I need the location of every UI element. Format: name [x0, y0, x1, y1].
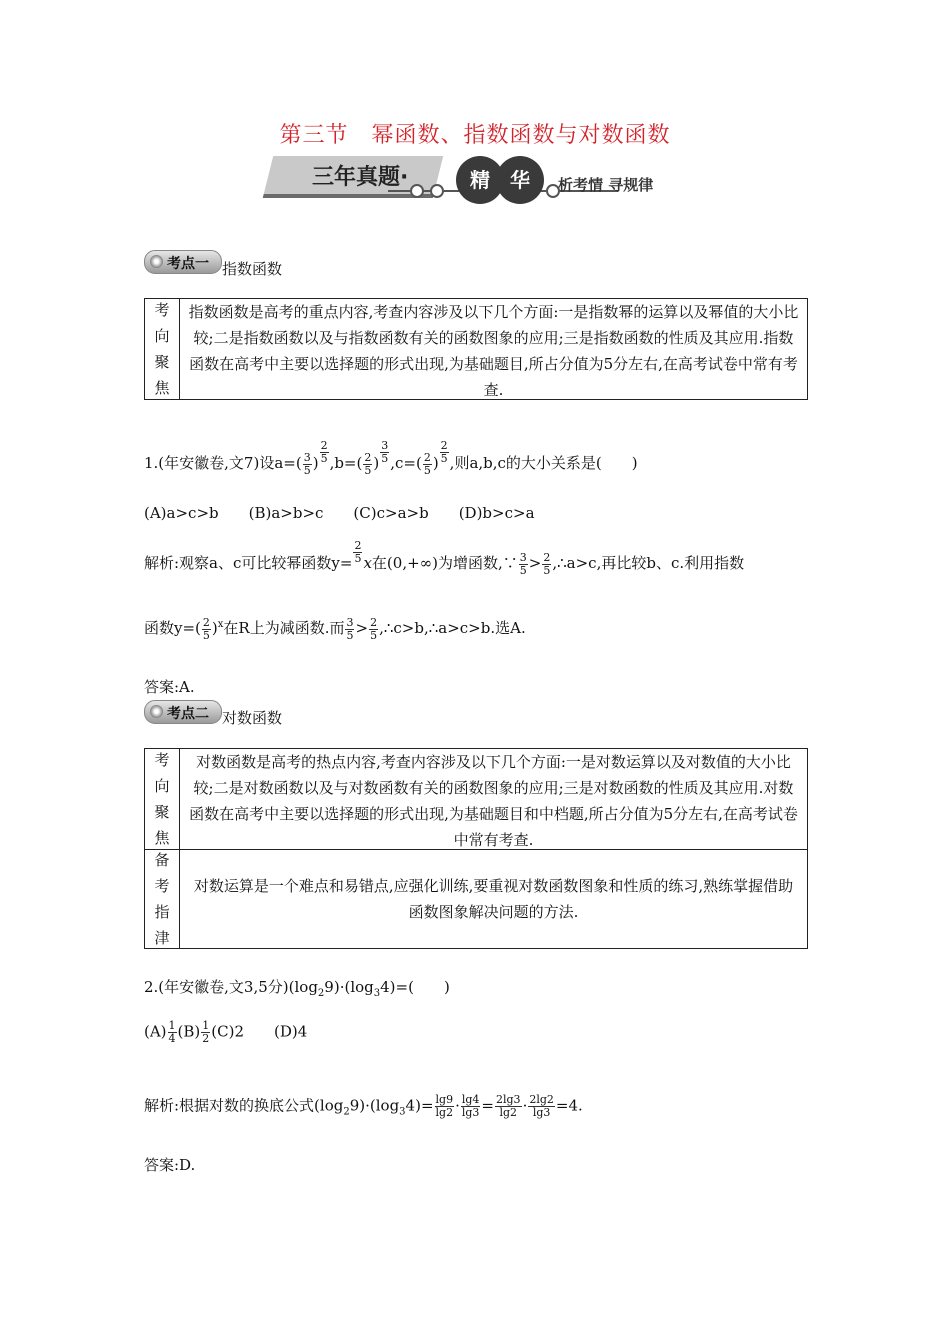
text: >	[528, 554, 542, 572]
box-row	[145, 749, 807, 850]
fraction	[423, 452, 432, 477]
num: 2	[354, 539, 362, 552]
side-char: 焦	[154, 829, 170, 847]
den: 5	[440, 452, 448, 465]
num: 3	[519, 550, 527, 564]
fraction	[201, 1020, 210, 1045]
text: ,∴a>c,再比较b、c.利用指数	[552, 554, 745, 572]
subscript: 2	[343, 1106, 350, 1118]
num: 2	[202, 615, 210, 629]
text: 在R上为减函数.而	[223, 619, 345, 637]
text: 9)·(log	[324, 978, 374, 996]
text: 解析:观察a、c可比较幂函数y=	[144, 554, 353, 572]
text: =4.	[555, 1096, 583, 1115]
badge-dot-icon	[150, 705, 163, 718]
text: ,则a,b,c的大小关系是( )	[449, 454, 638, 472]
kaodian-badge	[144, 250, 222, 274]
num: 1	[202, 1019, 210, 1032]
text: 在(0,+∞)为增函数,∵	[371, 554, 518, 572]
num: 2lg2	[529, 1093, 554, 1106]
den: 5	[381, 452, 389, 465]
fraction	[320, 440, 329, 465]
box-body: 对数函数是高考的热点内容,考查内容涉及以下几个方面:一是对数运算以及对数值的大小比较;二是对数函数以及与对数函数有关的函数图象的应用;三是对数函数的性质及其应用.对数函数在高考中主要以选择题的形式出现,为基础题目和中档题,所占分值为5分左右,在高考试卷中常有考查.	[189, 753, 798, 849]
den: 5	[370, 628, 378, 642]
question-2-answer: 答案:D.	[144, 1156, 196, 1174]
fraction	[542, 552, 551, 577]
fraction	[461, 1094, 481, 1119]
den: 5	[364, 463, 372, 477]
subscript: 2	[317, 988, 325, 999]
side-char: 向	[154, 327, 170, 345]
question-2-analysis	[144, 1094, 583, 1124]
fraction	[168, 1020, 177, 1045]
question-1-analysis-2	[144, 614, 526, 642]
den: 5	[320, 452, 328, 465]
side-char: 备	[154, 851, 170, 869]
text: 2.(年安徽卷,文3,5分)(log	[144, 978, 318, 996]
num: 3	[303, 450, 311, 464]
text: (A)	[144, 1022, 167, 1041]
den: lg2	[499, 1106, 518, 1119]
kaodian-badge	[144, 700, 222, 724]
text: 4)=	[405, 1096, 434, 1115]
side-char: 聚	[154, 803, 170, 821]
num: 3	[381, 439, 389, 452]
question-1-answer: 答案:A.	[144, 678, 195, 696]
text: (C)2 (D)4	[211, 1022, 308, 1041]
text: ,c=(	[390, 454, 422, 472]
subscript: 3	[373, 988, 381, 999]
fraction	[380, 440, 389, 465]
text: )	[312, 454, 319, 472]
num: lg9	[435, 1093, 454, 1106]
box-body	[180, 850, 807, 948]
den: 5	[354, 552, 362, 565]
num: 3	[346, 615, 354, 629]
text: )	[373, 454, 380, 472]
text: >	[355, 619, 369, 637]
fraction	[202, 617, 211, 642]
den: 5	[202, 628, 210, 642]
text: 函数y=(	[144, 619, 201, 637]
var: x	[363, 554, 372, 572]
box-side-label	[145, 749, 180, 849]
num: 2	[370, 615, 378, 629]
num: lg4	[461, 1093, 480, 1106]
num: 2	[320, 439, 328, 452]
side-char: 考	[154, 301, 170, 319]
question-1-analysis-1	[144, 540, 744, 577]
question-2-stem	[144, 976, 450, 1005]
banner-circle: 华	[496, 156, 544, 204]
box-body: 指数函数是高考的重点内容,考查内容涉及以下几个方面:一是指数幂的运算以及幂值的大小比较;二是指数函数以及与指数函数有关的函数图象的应用;三是指数函数的性质及其应用.指数函数在高考中主要以选择题的形式出现,为基础题目,所占分值为5分左右,在高考试卷中常有考查.	[188, 303, 799, 399]
badge-text: 考点二	[167, 706, 209, 722]
fraction	[435, 1094, 455, 1119]
side-char: 焦	[154, 379, 170, 397]
text: 解析:根据对数的换底公式(log	[144, 1096, 344, 1115]
banner-dot	[430, 184, 444, 198]
side-char: 津	[154, 929, 170, 947]
den: 5	[303, 463, 311, 477]
banner-circle: 精	[456, 156, 504, 204]
text: (B)	[177, 1022, 201, 1041]
question-2-options	[144, 1020, 307, 1045]
box-side-label	[145, 850, 180, 948]
kaodian-label: 对数函数	[222, 709, 283, 727]
den: 5	[423, 463, 431, 477]
section-banner	[268, 152, 688, 206]
focus-box	[144, 748, 808, 949]
text: ,b=(	[329, 454, 363, 472]
question-1-options: (A)a>c>b (B)a>b>c (C)c>a>b (D)b>c>a	[144, 504, 535, 522]
side-char: 向	[154, 777, 170, 795]
text: =	[481, 1096, 494, 1115]
den: 5	[346, 628, 354, 642]
box-row	[145, 850, 807, 948]
banner-dot	[410, 184, 424, 198]
den: 4	[168, 1032, 176, 1045]
fraction	[353, 540, 362, 565]
num: 2	[440, 439, 448, 452]
fraction	[345, 617, 354, 642]
num: 2	[543, 550, 551, 564]
num: 2	[364, 450, 372, 464]
kaodian-label: 指数函数	[222, 260, 283, 278]
den: 5	[543, 563, 551, 577]
question-1-stem	[144, 440, 638, 477]
subscript: 3	[399, 1106, 406, 1118]
fraction	[303, 452, 312, 477]
den: lg2	[435, 1106, 454, 1119]
den: lg3	[532, 1106, 551, 1119]
text: 9)·(log	[349, 1096, 400, 1115]
side-char: 聚	[154, 353, 170, 371]
page-title: 第三节 幂函数、指数函数与对数函数	[279, 123, 671, 148]
box-side-label	[145, 299, 180, 399]
text: ·	[522, 1096, 528, 1115]
den: 2	[202, 1032, 210, 1045]
superscript: x	[217, 619, 224, 630]
text: )	[211, 619, 218, 637]
den: 5	[519, 563, 527, 577]
box-body-text: 对数运算是一个难点和易错点,应强化训练,要重视对数函数图象和性质的练习,熟练掌握借助函数图象解决问题的方法.	[193, 877, 794, 921]
text: ·	[455, 1096, 460, 1115]
text: )	[432, 454, 439, 472]
focus-box	[144, 298, 808, 400]
num: 1	[168, 1019, 176, 1032]
side-char: 考	[154, 877, 170, 895]
badge-dot-icon	[150, 255, 163, 268]
fraction	[519, 552, 528, 577]
text: 1.(年安徽卷,文7)设a=(	[144, 454, 302, 472]
side-char: 指	[154, 903, 170, 921]
fraction	[528, 1094, 555, 1119]
banner-subtitle: 析考情 寻规律	[558, 176, 654, 194]
fraction	[440, 440, 449, 465]
num: 2	[423, 450, 431, 464]
fraction	[363, 452, 372, 477]
den: lg3	[461, 1106, 480, 1119]
fraction	[495, 1094, 522, 1119]
side-char: 考	[154, 751, 170, 769]
text: 4)=( )	[380, 978, 450, 996]
fraction	[369, 617, 378, 642]
banner-main-text: 三年真题·	[312, 165, 409, 190]
text: ,∴c>b,∴a>c>b.选A.	[379, 619, 526, 637]
badge-text: 考点一	[167, 256, 209, 272]
num: 2lg3	[496, 1093, 521, 1106]
